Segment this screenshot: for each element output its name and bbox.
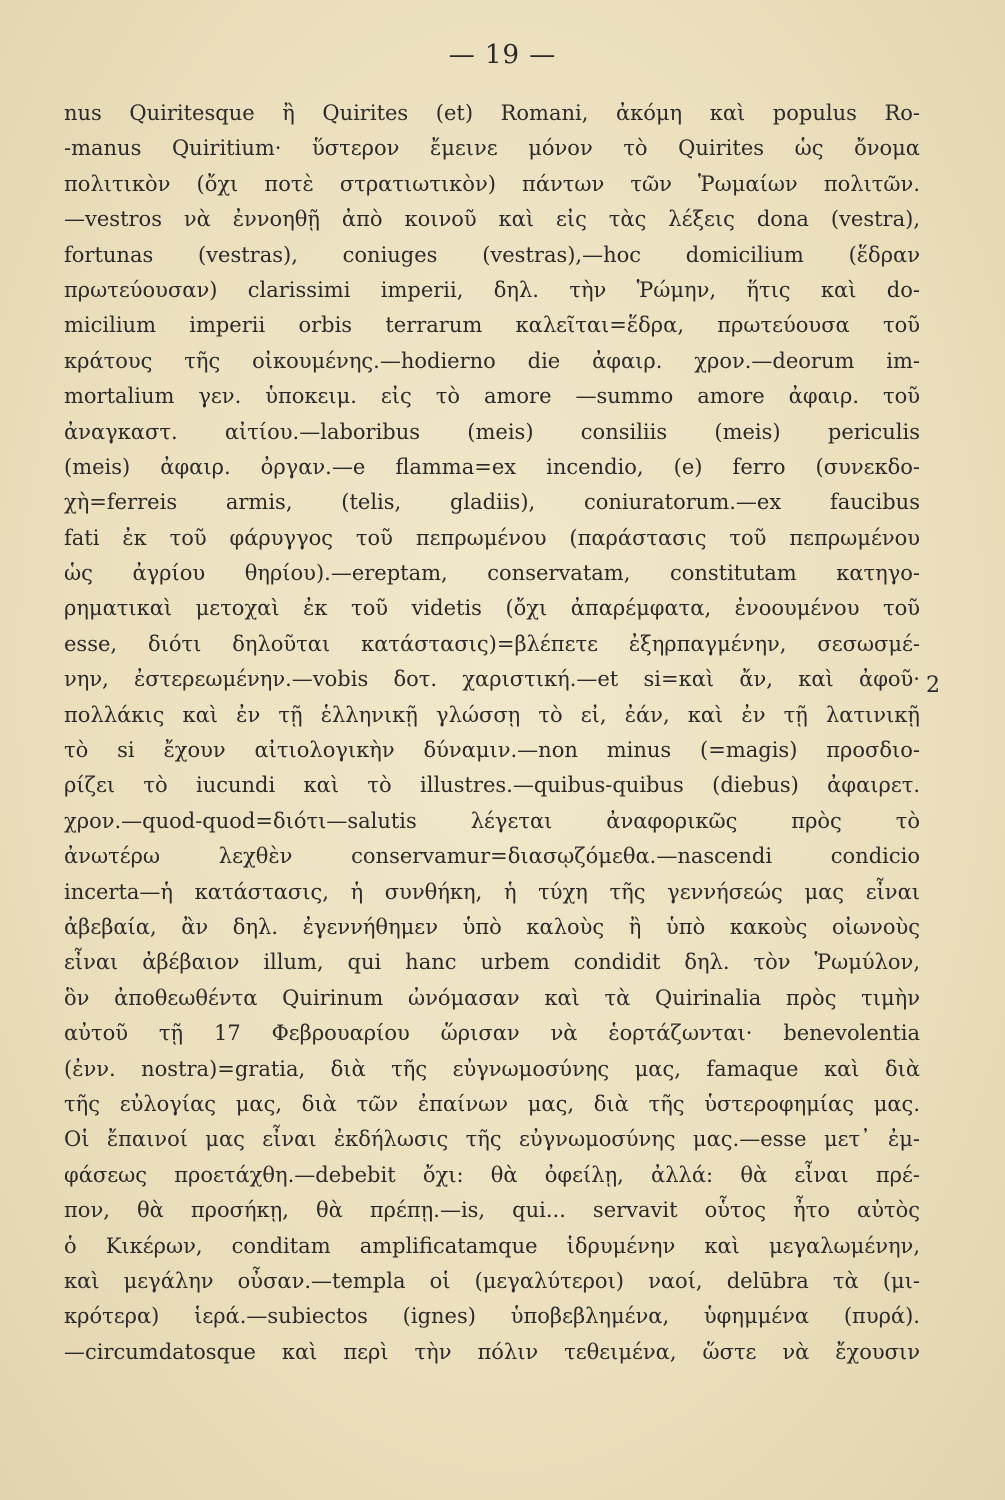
text-line: χὴ=ferreis armis, (telis, gladiis), coniuratorum.—ex faucibus — [64, 490, 920, 515]
text-line: κρότερα) ἱερά.—subiectos (ignes) ὑποβεβλημένα, ὑφημμένα (πυρά). — [64, 1304, 920, 1329]
text-line: mortalium γεν. ὑποκειμ. εἰς τὸ amore —summo amore ἀφαιρ. τοῦ — [64, 384, 920, 409]
text-line: -manus Quiritium· ὕστερον ἔμεινε μόνον τὸ Quirites ὡς ὄνομα — [64, 136, 920, 161]
text-line: καὶ μεγάλην οὖσαν.—templa οἱ (μεγαλύτεροι) ναοί, delūbra τὰ (μι- — [64, 1268, 920, 1293]
body-text — [64, 96, 920, 1370]
text-line: (ἐνν. nostra)=gratia, διὰ τῆς εὐγνωμοσύνης μας, famaque καὶ διὰ — [64, 1056, 920, 1081]
text-line: nus Quiritesque ἢ Quirites (et) Romani, ἀκόμη καὶ populus Ro- — [64, 101, 920, 125]
text-line: χρον.—quod-quod=διότι—salutis λέγεται ἀναφορικῶς πρὸς τὸ — [64, 808, 920, 833]
text-line: (meis) ἀφαιρ. ὀργαν.—e flamma=ex incendio, (e) ferro (συνεκδο- — [64, 454, 920, 479]
text-line: ρίζει τὸ iucundi καὶ τὸ illustres.—quibus-quibus (diebus) ἀφαιρετ. — [64, 773, 920, 798]
text-line: fortunas (vestras), coniuges (vestras),—hoc domicilium (ἕδραν — [64, 242, 920, 267]
text-line: ὡς ἀγρίου θηρίου).—ereptam, conservatam, constitutam κατηγο- — [64, 561, 920, 586]
text-line: κράτους τῆς οἰκουμένης.—hodierno die ἀφαιρ. χρον.—deorum im- — [64, 348, 920, 373]
text-line: τῆς εὐλογίας μας, διὰ τῶν ἐπαίνων μας, διὰ τῆς ὑστεροφημίας μας. — [64, 1091, 920, 1116]
text-line: αὐτοῦ τῇ 17 Φεβρουαρίου ὥρισαν νὰ ἑορτάζωνται· benevolentia — [64, 1021, 920, 1046]
text-line: ρηματικαὶ μετοχαὶ ἐκ τοῦ videtis (ὄχι ἀπαρέμφατα, ἐνοουμένου τοῦ — [64, 596, 920, 621]
page-number: — 19 — — [448, 40, 557, 70]
text-line: ἀνωτέρω λεχθὲν conservamur=διασῳζόμεθα.—nascendi condicio — [64, 844, 920, 869]
text-line: εἶναι ἀβέβαιον illum, qui hanc urbem condidit δηλ. τὸν Ῥωμύλον, — [64, 950, 920, 975]
text-line: esse, διότι δηλοῦται κατάστασις)=βλέπετε ἐξηρπαγμένην, σεσωσμέ- — [64, 631, 920, 656]
text-line: incerta—ἡ κατάστασις, ἡ συνθήκη, ἡ τύχη τῆς γεννήσεώς μας εἶναι — [64, 879, 920, 904]
text-line: νην, ἐστερεωμένην.—vobis δοτ. χαριστική.—et si=καὶ ἄν, καὶ ἀφοῦ· — [64, 667, 920, 692]
text-line: τὸ si ἔχουν αἰτιολογικὴν δύναμιν.—non minus (=magis) προσδιο- — [64, 738, 920, 763]
text-line: Οἱ ἔπαινοί μας εἶναι ἐκδήλωσις τῆς εὐγνωμοσύνης μας.—esse μετ᾽ ἐμ- — [64, 1127, 920, 1152]
text-line: πον, θὰ προσήκῃ, θὰ πρέπῃ.—is, qui... servavit οὗτος ἦτο αὐτὸς — [64, 1198, 920, 1223]
text-line: πολιτικὸν (ὄχι ποτὲ στρατιωτικὸν) πάντων τῶν Ῥωμαίων πολιτῶν. — [64, 171, 920, 196]
text-line: fati ἐκ τοῦ φάρυγγος τοῦ πεπρωμένου (παράστασις τοῦ πεπρωμένου — [64, 525, 920, 550]
text-line: ἀβεβαία, ἂν δηλ. ἐγεννήθημεν ὑπὸ καλοὺς ἢ ὑπὸ κακοὺς οἰωνοὺς — [64, 914, 920, 939]
text-line: —vestros νὰ ἐννοηθῇ ἀπὸ κοινοῦ καὶ εἰς τὰς λέξεις dona (vestra), — [64, 207, 920, 232]
text-line: —circumdatosque καὶ περὶ τὴν πόλιν τεθειμένα, ὥστε νὰ ἔχουσιν — [64, 1339, 920, 1364]
text-line: πολλάκις καὶ ἐν τῇ ἑλληνικῇ γλώσσῃ τὸ εἰ, ἐάν, καὶ ἐν τῇ λατινικῇ — [64, 702, 920, 727]
text-line: micilium imperii orbis terrarum καλεῖται=ἕδρα, πρωτεύουσα τοῦ — [64, 313, 920, 338]
text-line: φάσεως προετάχθη.—debebit ὄχι: θὰ ὀφείλῃ, ἀλλά: θὰ εἶναι πρέ- — [64, 1162, 920, 1187]
text-line: ὃν ἀποθεωθέντα Quirinum ὠνόμασαν καὶ τὰ Quirinalia πρὸς τιμὴν — [64, 985, 920, 1010]
text-line: ἀναγκαστ. αἰτίου.—laboribus (meis) consiliis (meis) periculis — [64, 419, 920, 444]
margin-note: 2 — [926, 673, 940, 698]
text-line: πρωτεύουσαν) clarissimi imperii, δηλ. τὴν Ῥώμην, ἥτις καὶ do- — [64, 277, 920, 302]
text-line: ὁ Κικέρων, conditam amplificatamque ἱδρυμένην καὶ μεγαλωμένην, — [64, 1233, 920, 1258]
